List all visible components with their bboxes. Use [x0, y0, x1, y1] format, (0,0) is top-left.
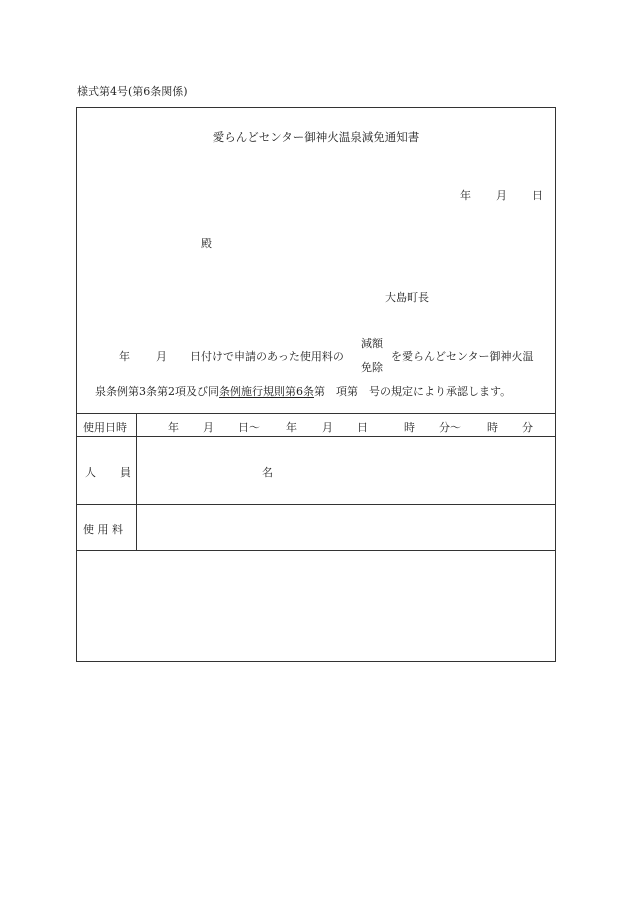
date-day: 日 — [532, 189, 543, 202]
regulation-reference: 条例施行規則第6条 — [219, 385, 314, 398]
usage-end-day: 日 — [357, 421, 368, 434]
usage-start-year: 年 — [168, 421, 179, 434]
persons-label-a: 人 — [85, 466, 96, 479]
choice-reduce: 減額 — [361, 337, 383, 350]
issuer-name: 大島町長 — [385, 291, 429, 304]
addressee-suffix: 殿 — [201, 237, 212, 250]
document-title: 愛らんどセンター御神火温泉減免通知書 — [212, 130, 420, 144]
notice-form — [76, 107, 556, 662]
persons-unit: 名 — [262, 466, 273, 479]
divider — [77, 436, 555, 437]
usage-end-minute: 分 — [522, 421, 533, 434]
fee-label: 使 用 料 — [83, 523, 123, 536]
divider — [77, 504, 555, 505]
body-line2-start: 泉条例第3条第2項及び同 — [95, 385, 219, 398]
usage-end-hour: 時 — [487, 421, 498, 434]
usage-start-hour: 時 — [404, 421, 415, 434]
date-month: 月 — [496, 189, 507, 202]
usage-datetime-label: 使用日時 — [83, 421, 127, 434]
body-line2-end: 第 項第 号の規定により承認します。 — [314, 385, 512, 398]
persons-label-b: 員 — [120, 466, 131, 479]
choice-exempt: 免除 — [361, 361, 383, 374]
usage-end-year: 年 — [286, 421, 297, 434]
body-line1-end: を愛らんどセンター御神火温 — [391, 350, 534, 363]
body-month: 月 — [156, 350, 167, 363]
divider — [77, 550, 555, 551]
usage-end-month: 月 — [322, 421, 333, 434]
body-date-suffix: 日付けで申請のあった使用料の — [190, 350, 344, 363]
usage-start-month: 月 — [203, 421, 214, 434]
usage-start-day: 日〜 — [238, 421, 260, 434]
form-number-label: 様式第4号(第6条関係) — [77, 85, 188, 98]
divider — [77, 413, 555, 414]
body-year: 年 — [119, 350, 130, 363]
usage-start-minute: 分〜 — [439, 421, 461, 434]
date-year: 年 — [460, 189, 471, 202]
body-line2 — [95, 386, 511, 397]
column-divider — [136, 413, 137, 550]
